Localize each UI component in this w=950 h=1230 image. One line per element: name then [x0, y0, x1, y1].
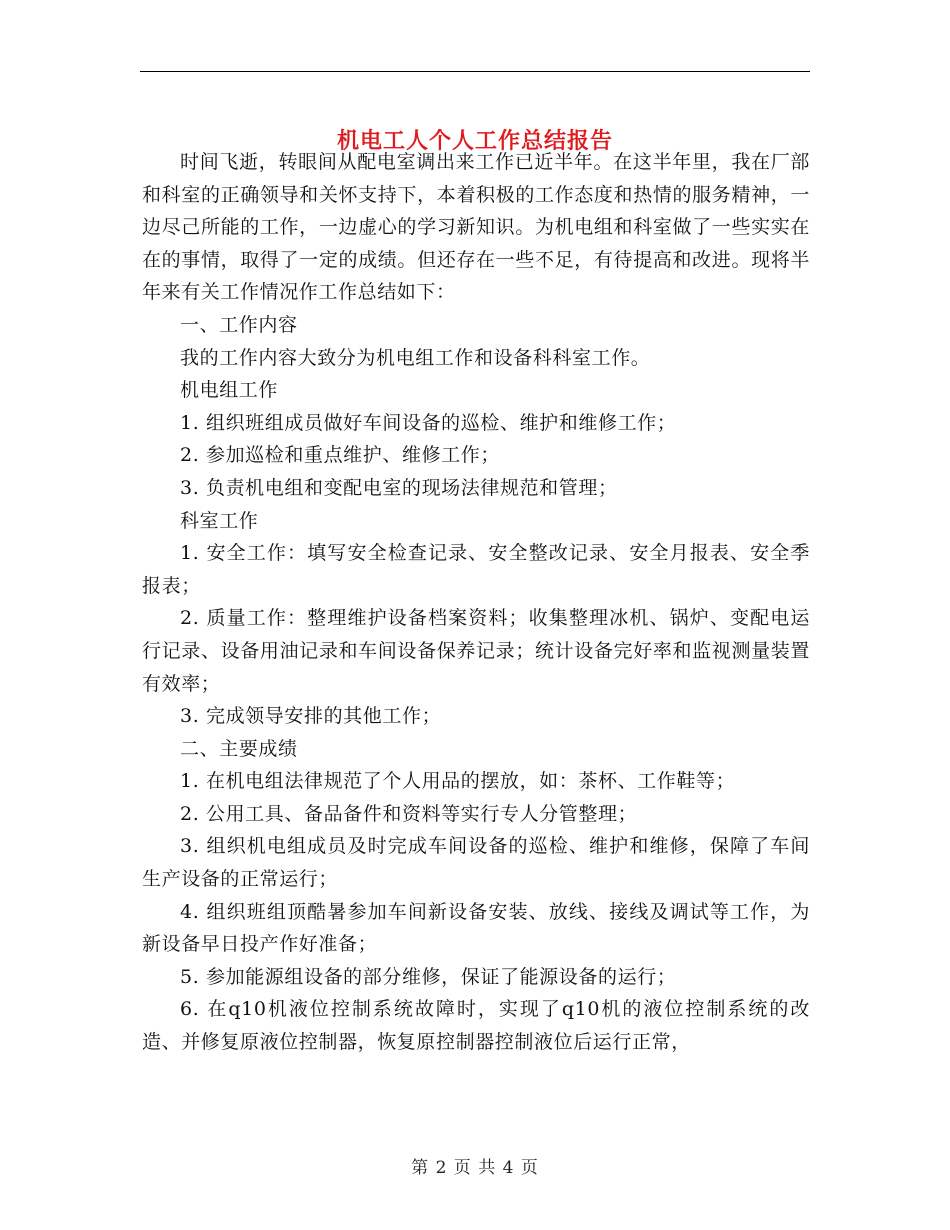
section-heading-work-content: 一、工作内容	[180, 313, 298, 336]
paragraph: 我的工作内容大致分为机电组工作和设备科科室工作。	[180, 346, 651, 369]
list-item: 1. 安全工作：填写安全检查记录、安全整改记录、安全月报表、安全季报表；	[142, 542, 810, 597]
subheading-mechatronics-group: 机电组工作	[180, 379, 279, 402]
list-item: 1. 组织班组成员做好车间设备的巡检、维护和维修工作；	[180, 411, 677, 434]
list-item: 6. 在q10机液位控制系统故障时，实现了q10机的液位控制系统的改造、并修复原液位控制器，恢复原控制器控制液位后运行正常，	[142, 998, 810, 1054]
intro-paragraph: 时间飞逝，转眼间从配电室调出来工作已近半年。在这半年里，我在厂部和科室的正确领导和关怀支持下，本着积极的工作态度和热情的服务精神，一边尽己所能的工作，一边虚心的学习新知识。为机电组和科室做了一些实实在在的事情，取得了一定的成绩。但还存在一些不足，有待提高和改进。现将半年来有关工作情况作工作总结如下：	[142, 151, 810, 304]
list-item: 3. 完成领导安排的其他工作；	[180, 705, 442, 728]
list-item: 3. 组织机电组成员及时完成车间设备的巡检、维护和维修，保障了车间生产设备的正常运行；	[142, 835, 810, 891]
list-item: 5. 参加能源组设备的部分维修，保证了能源设备的运行；	[180, 965, 677, 988]
list-item: 2. 公用工具、备品备件和资料等实行专人分管整理；	[180, 802, 638, 825]
list-item: 3. 负责机电组和变配电室的现场法律规范和管理；	[180, 476, 618, 499]
list-item: 2. 质量工作：整理维护设备档案资料；收集整理冰机、锅炉、变配电运行记录、设备用油记录和车间设备保养记录；统计设备完好率和监视测量装置有效率；	[142, 607, 810, 695]
subheading-office-work: 科室工作	[180, 509, 259, 532]
page-number: 第 2 页 共 4 页	[411, 1158, 539, 1178]
list-item: 1. 在机电组法律规范了个人用品的摆放，如：茶杯、工作鞋等；	[180, 770, 736, 793]
section-heading-main-achievements: 二、主要成绩	[180, 737, 298, 760]
document-title: 机电工人个人工作总结报告	[336, 127, 613, 154]
list-item: 2. 参加巡检和重点维护、维修工作；	[180, 444, 500, 467]
document-body	[142, 146, 810, 1059]
list-item: 4. 组织班组顶酷暑参加车间新设备安装、放线、接线及调试等工作，为新设备早日投产作好准备；	[142, 900, 810, 956]
header-rule	[140, 71, 810, 72]
